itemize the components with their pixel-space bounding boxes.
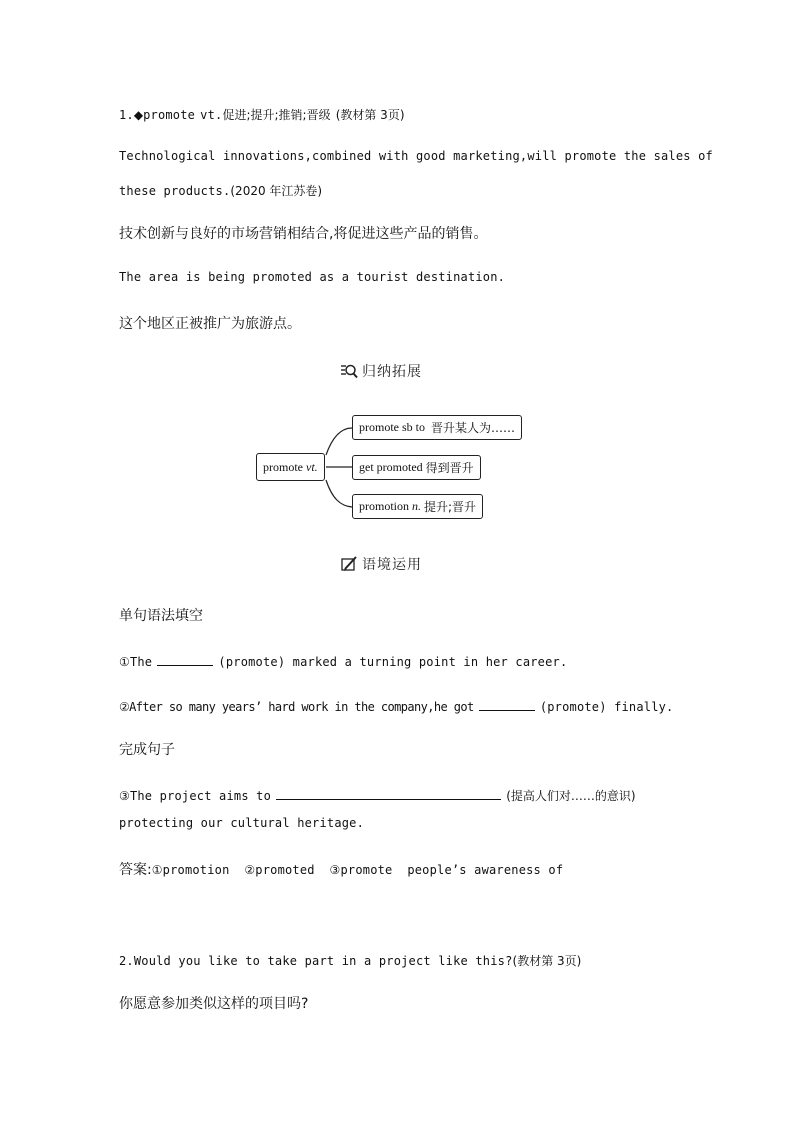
diagram-branch-2 bbox=[352, 455, 481, 480]
section-practice-title: 语境运用 bbox=[362, 557, 422, 573]
branch-3-en: promotion bbox=[359, 499, 409, 513]
item2-translation: 你愿意参加类似这样的项目吗? bbox=[119, 996, 309, 1012]
headword-meaning: 促进;提升;推销;晋级 bbox=[222, 108, 331, 122]
answer-label: 答案: bbox=[119, 862, 152, 878]
branch-1-en: promote sb to bbox=[359, 420, 425, 434]
diagram-branch-3 bbox=[352, 494, 483, 519]
branch-3-zh: 提升;晋升 bbox=[424, 500, 477, 514]
exercise-b-heading: 完成句子 bbox=[119, 742, 175, 758]
q3-hint: (提高人们对……的意识) bbox=[506, 789, 636, 803]
diagram-root-word: promote bbox=[263, 459, 303, 474]
item-number: 1. bbox=[119, 108, 134, 122]
headword: promote bbox=[143, 108, 196, 122]
example1-line2-en: these products. bbox=[119, 184, 231, 198]
example1-line1: Technological innovations,combined with good marketing,will promote the sales of bbox=[119, 149, 713, 163]
item1-header bbox=[119, 104, 405, 123]
item2-en: 2.Would you like to take part in a project like this? bbox=[119, 954, 513, 968]
q1-blank[interactable] bbox=[157, 653, 213, 666]
q1-prefix: ①The bbox=[119, 655, 153, 669]
branch-1-zh: 晋升某人为…… bbox=[431, 421, 516, 435]
example1-source: (2020 年江苏卷) bbox=[230, 184, 323, 198]
q2-prefix: ②After so many years’ hard work in the company,he got bbox=[119, 700, 474, 714]
section-summary-heading bbox=[340, 361, 422, 381]
diamond-marker: ◆ bbox=[133, 108, 144, 122]
diagram-root-box bbox=[256, 453, 325, 481]
branch-2-en: get promoted bbox=[359, 460, 423, 474]
q2-blank[interactable] bbox=[479, 698, 535, 711]
word-family-diagram bbox=[250, 408, 550, 528]
q2-suffix: (promote) finally. bbox=[539, 700, 674, 714]
example2-translation: 这个地区正被推广为旅游点。 bbox=[119, 316, 301, 332]
q1-suffix: (promote) marked a turning point in her career. bbox=[218, 655, 568, 669]
q3-prefix: ③The project aims to bbox=[119, 789, 272, 803]
answer-text: ①promotion ②promoted ③promote people’s awareness of bbox=[151, 863, 564, 877]
textbook-source: (教材第 3页) bbox=[335, 108, 405, 122]
pencil-paper-icon bbox=[340, 555, 358, 573]
item2-source: (教材第 3页) bbox=[512, 954, 582, 968]
part-of-speech: vt. bbox=[200, 108, 223, 122]
section-summary-title: 归纳拓展 bbox=[362, 364, 422, 380]
q3-line2: protecting our cultural heritage. bbox=[119, 816, 365, 830]
branch-3-pos: n. bbox=[412, 499, 421, 513]
diagram-branch-1 bbox=[352, 415, 522, 440]
example2-en: The area is being promoted as a tourist destination. bbox=[119, 270, 506, 284]
diagram-root-pos: vt. bbox=[306, 459, 318, 474]
example1-translation: 技术创新与良好的市场营销相结合,将促进这些产品的销售。 bbox=[119, 226, 488, 242]
example1-line2 bbox=[119, 180, 322, 199]
item2-header bbox=[119, 950, 581, 969]
q3-blank[interactable] bbox=[276, 787, 501, 800]
section-practice-heading bbox=[340, 554, 422, 574]
answer-line bbox=[119, 859, 563, 879]
question-1 bbox=[119, 651, 567, 670]
question-3 bbox=[119, 785, 636, 804]
question-2 bbox=[119, 696, 673, 715]
magnifier-list-icon bbox=[340, 362, 358, 380]
exercise-a-heading: 单句语法填空 bbox=[119, 608, 203, 624]
branch-2-zh: 得到晋升 bbox=[425, 461, 474, 475]
